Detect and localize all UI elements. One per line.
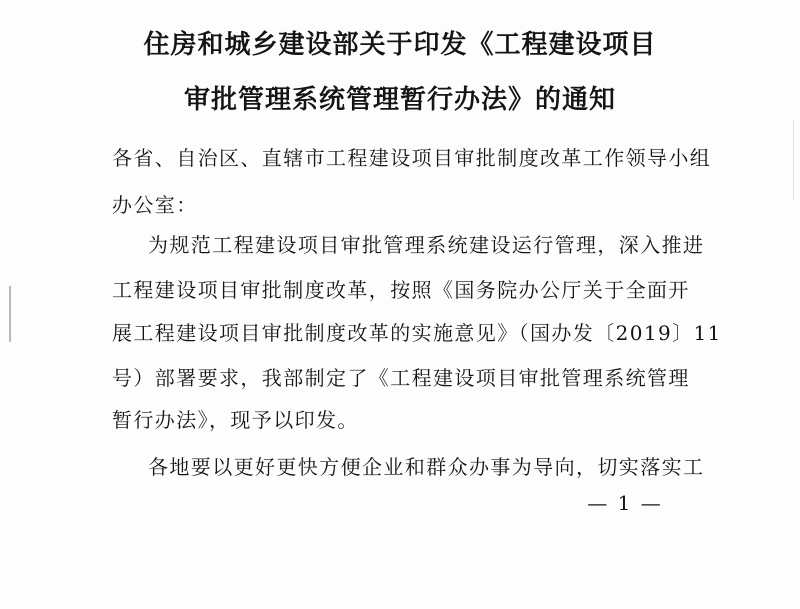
paragraph-2-line-1: 各地要以更好更快方便企业和群众办事为导向，切实落实工: [148, 455, 705, 479]
addressee-line-1: 各省、自治区、直辖市工程建设项目审批制度改革工作领导小组: [112, 146, 712, 170]
page-number: — 1 —: [587, 491, 663, 515]
paragraph-1-line-3: 展工程建设项目审批制度改革的实施意见》（国办发〔2019〕11: [112, 321, 722, 345]
paragraph-1-line-5: 暂行办法》，现予以印发。: [112, 408, 359, 432]
document-title-line-1: 住房和城乡建设部关于印发《工程建设项目: [143, 30, 657, 60]
paragraph-1-line-1: 为规范工程建设项目审批管理系统建设运行管理，深入推进: [148, 233, 705, 257]
scan-artifact-edge: [793, 120, 794, 200]
paragraph-1-line-4: 号）部署要求，我部制定了《工程建设项目审批管理系统管理: [112, 366, 690, 390]
document-title-line-2: 审批管理系统管理暂行办法》的通知: [183, 85, 616, 115]
scan-artifact-mark: [9, 286, 11, 342]
addressee-line-2: 办公室：: [112, 193, 198, 217]
paragraph-1-line-2: 工程建设项目审批制度改革，按照《国务院办公厅关于全面开: [112, 278, 690, 302]
